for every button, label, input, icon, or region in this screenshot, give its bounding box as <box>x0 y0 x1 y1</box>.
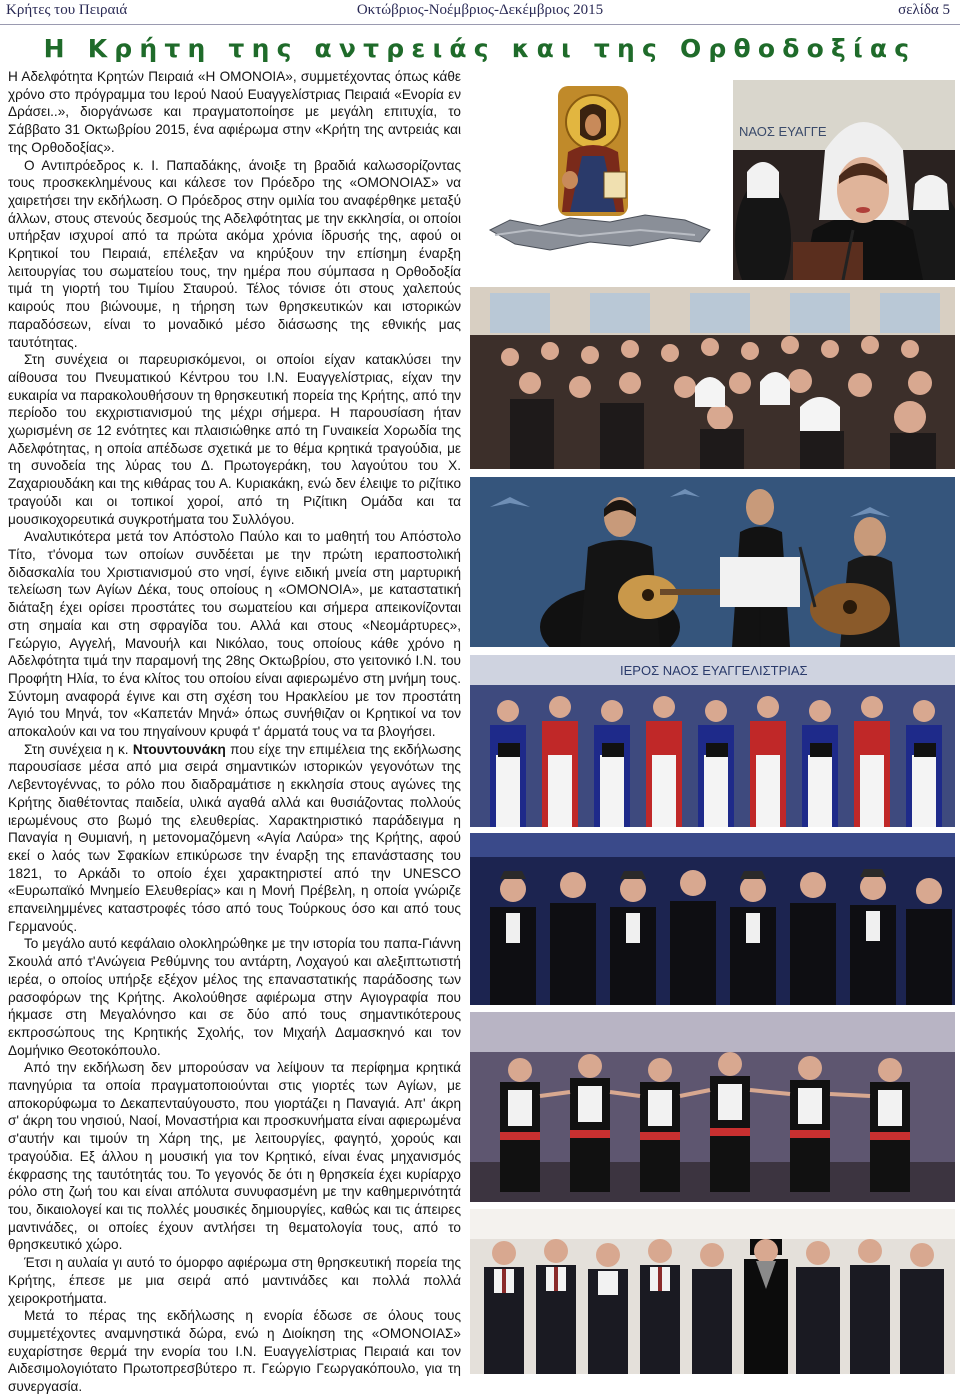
rizitiko-group-photo <box>470 833 955 1005</box>
speaker-banner-text: ΝΑΟΣ ΕΥΑΓΓΕ <box>739 124 827 139</box>
page-header <box>0 0 960 25</box>
paragraph: Μετά το πέρας της εκδήλωσης η ενορία έδωσε σε όλους τους συμμετέχοντες αναμνηστικά δώρα, ενώ η Διοίκηση της «ΟΜΟΝΟΙΑΣ» ευχαρίστησε θερμά την ενορία του Ι.Ν. Ευαγγελίστριας Πειραιά και τον Αιδεσιμολογιότατο Πρωτοπρεσβύτερο π. Γεώργιο Γεωργακόπουλο, για τη συνεργασία. <box>8 1308 461 1395</box>
choir-illustration <box>470 655 955 827</box>
article-body <box>8 68 461 1396</box>
christ-icon-illustration <box>470 80 725 280</box>
paragraph: Ο Αντιπρόεδρος κ. Ι. Παπαδάκης, άνοιξε τη βραδιά καλωσορίζοντας τους προσκεκλημένους και κάλεσε τον Πρόεδρο της «ΟΜΟΝΟΙΑΣ» να χαιρετήσει την εκδήλωση. Ο Πρόεδρος στην ομιλία του αναφέρθηκε μεταξύ άλλων, στους στενούς δεσμούς της Αδελφότητας με την εκκλησία, οι οποίοι υπήρξαν ισχυροί από τα πρώτα ακόμα χρόνια ίδρυσής της, αφού οι Κρητικοί του Πειραιά, επέλεξαν να κηρύξουν την επίσημη έναρξη λειτουργίας του σωματείου τους, την ημέρα που σύμπασα η Ορθοδοξία τιμά τη γιορτή του Τιμίου Σταυρού. Τέλος τόνισε ότι στους χαλεπούς καιρούς που βιώνουμε, η τήρηση των θρησκευτικών και ιστορικών παραδόσεων, είναι το μοναδικό μέσο διάσωσης της εθνικής μας ταυτότητας. <box>8 157 461 350</box>
text-run: Στη συνέχεια η κ. <box>24 741 133 757</box>
paragraph: Από την εκδήλωση δεν μπορούσαν να λείψουν τα περίφημα κρητικά πανηγύρια τα οποία πραγματοποιούνται στις γιορτές των Αγίων, με αποκορύφωμα το Δεκαπενταύγουστο, που γιορτάζει η Παναγιά. Απ' άκρη σ' άκρη του νησιού, Ναοί, Μοναστήρια και προσκυνήματα είναι αφιερωμένα σ'αυτήν και τιμούν τη Χάρη της, με λειτουργίες, φαγητό, χορούς και τραγούδια. Εξ άλλου η μουσική για τον Κρητικό, είναι ένας μηχανισμός έκφρασης της ταυτότητάς του. Το γεγονός δε ότι η θρησκεία έχει κυρίαρχο ρόλο στη ζωή του και είναι απόλυτα συνυφασμένη με την καθημερινότητά του, δικαιολογεί και τις πολλές μουσικές δημιουργίες, καθώς και τις άπειρες μαντινάδες, οι οποίες έχουν αντλήσει τη θεματολογία τους, από το θρησκευτικό χώρο. <box>8 1060 461 1253</box>
page-number: σελίδα 5 <box>898 2 950 18</box>
musicians-photo <box>470 477 955 647</box>
audience-photo <box>470 287 955 469</box>
speaker-illustration <box>733 80 955 280</box>
text-run: που είχε την επιμέλεια της εκδήλωσης παρουσίασε μέσα από μια σειρά σημαντικών ιστορικών γεγονότων της Λεβεντογέννας, το ρόλο που διαδραμάτισε η εκκλησία στους αγώνες της Κρήτης διαθέτοντας παιδεία, υλικά αγαθά αλλά και θυσιάζοντας πολλούς ιερωμένους στο βωμό της ελευθερίας. Χαρακτηριστικό παράδειγμα η Παναγία η Θυμιανή, η μετονομαζόμενη «Αγία Λαύρα» της Κρήτης, αφού εκεί ο λαός των Σφακίων επικύρωσε την έναρξη της επανάστασης του 1821, το Αρκάδι το οποίο έχει χαρακτηριστεί από την UNESCO «Ευρωπαϊκό Μνημείο Ελευθερίας» και η Μονή Πρέβελη, η οποία γνώριζε επανειλημμένες καταστροφές τόσο από τους Τούρκους όσο και από τους Γερμανούς. <box>8 741 462 934</box>
paragraph: Η Αδελφότητα Κρητών Πειραιά «Η ΟΜΟΝΟΙΑ», συμμετέχοντας όπως κάθε χρόνο στο πρόγραμμα του Ιερού Ναού Ευαγγελίστριας Πειραιά «Ενορία εν Δράσει..», διοργάνωσε και πραγματοποίησε με μεγάλη επιτυχία, το Σάββατο 31 Οκτωβρίου 2015, ένα αφιέρωμα στην «Κρήτη της αντρειάς και της Ορθοδοξίας». <box>8 69 461 155</box>
paragraph <box>8 741 461 936</box>
newspaper-name: Κρήτες του Πειραιά <box>6 2 128 18</box>
paragraph: Αναλυτικότερα μετά τον Απόστολο Παύλο και το μαθητή του Απόστολο Τίτο, τ'όνομα των οποίων συνδέεται με την πρώτη ιεραποστολική διδασκαλία του Χριστιανισμού στο νησί, έγινε ειδική μνεία στη μαρτυρική τελείωση των Αγίων Δέκα, τους οποίους η «ΟΜΟΝΟΙΑ», με καταστατική διάταξη έχει ορίσει προστάτες του σωματείου και σήμερα απεικονίζονται στη σημαία και στη σφραγίδα του. Αλλά και στους «Νεομάρτυρες», Γεώργιο, Αγγελή, Μανουήλ και Νικόλαο, τους οποίους κάθε χρόνο η Αδελφότητα τιμά την παραμονή της 28ης Οκτωβρίου, στο γειτονικό Ι.Ν. του Προφήτη Ηλία, το ένα κλίτος του οποίου είναι αφιερωμένο στη μνήμη τους. Σύντομη αναφορά έγινε και στη σχέση του Ηρακλείου με τον προστάτη Άγιό του Μηνά, τον «Καπετάν Μηνά» όπως συνήθιζαν οι Κρητικοί να τον αποκαλούν και να του πηγαίνουν κρυφά τ' άρματά τους να τα βλογήσει. <box>8 529 461 740</box>
speaker-photo <box>733 80 955 280</box>
paragraph: Το μεγάλο αυτό κεφάλαιο ολοκληρώθηκε με την ιστορία του παπα-Γιάννη Σκουλά από τ'Ανώγεια Ρεθύμνης του αντάρτη, Λοχαγού και αλεξιπτωτιστή ιερέα, ο οποίος υπήρξε εξέχον μέλος της επαναστατικής παράδοσης των ρασοφόρων της Κρήτης. Ακολούθησε αφιέρωμα στην Αγιογραφία που ήκμασε στη Μεγαλόνησο και σε δύο από τους σημαντικότερους εκπροσώπους της Κρητικής Σχολής, τον Μιχαήλ Δαμασκηνό και τον Δομήνικο Θεοτοκόπουλο. <box>8 936 461 1058</box>
article-title: Η Κρήτη της αντρειάς και της Ορθοδοξίας <box>43 34 917 63</box>
christ-icon-photo <box>470 80 725 280</box>
group-illustration <box>470 1209 955 1374</box>
audience-illustration <box>470 287 955 469</box>
rizitiko-illustration <box>470 833 955 1005</box>
musicians-illustration <box>470 477 955 647</box>
paragraph: Στη συνέχεια οι παρευρισκόμενοι, οι οποίοι είχαν κατακλύσει την αίθουσα του Πνευματικού Κέντρου του Ι.Ν. Ευαγγελίστριας, είχαν την ευκαιρία να παρακολουθήσουν τη θρησκευτική πορεία της Κρήτης, από την περίοδο του εκχριστιανισμού της μέχρι σήμερα. Η παρουσίαση ήταν χωρισμένη σε 12 ενότητες και πλαισιώθηκε από τη Γυναικεία Χορωδία της Αδελφότητας, η οποία απέδωσε σχετικά με το θέμα κρητικά τραγούδια, με τη συνοδεία της λύρας του Δ. Πρωτογεράκη, του λαγούτου του Χ. Ζαχαριουδάκη και της κιθάρας του Α. Κυριακάκη, ενώ δεν έλειψε το ριζίτικο τραγούδι και οι τοπικοί χοροί, από τη Ριζίτικη Ομάδα και τα μουσικοχορευτικά συγκροτήματα του Συλλόγου. <box>8 352 461 527</box>
dancers-illustration <box>470 1012 955 1202</box>
paragraph: Έτσι η αυλαία γι αυτό το όμορφο αφιέρωμα στη θρησκευτική πορεία της Κρήτης, έπεσε με μια σειρά από μαντινάδες και πολλά πολλά χειροκροτήματα. <box>8 1255 461 1306</box>
group-photo <box>470 1209 955 1374</box>
organizer-name: Ντουντουνάκη <box>132 741 226 757</box>
dancers-photo <box>470 1012 955 1202</box>
choir-banner-text: ΙΕΡΟΣ ΝΑΟΣ ΕΥΑΓΓΕΛΙΣΤΡΙΑΣ <box>620 663 808 678</box>
choir-photo <box>470 655 955 827</box>
issue-date: Οκτώβριος-Νοέμβριος-Δεκέμβριος 2015 <box>356 2 604 18</box>
